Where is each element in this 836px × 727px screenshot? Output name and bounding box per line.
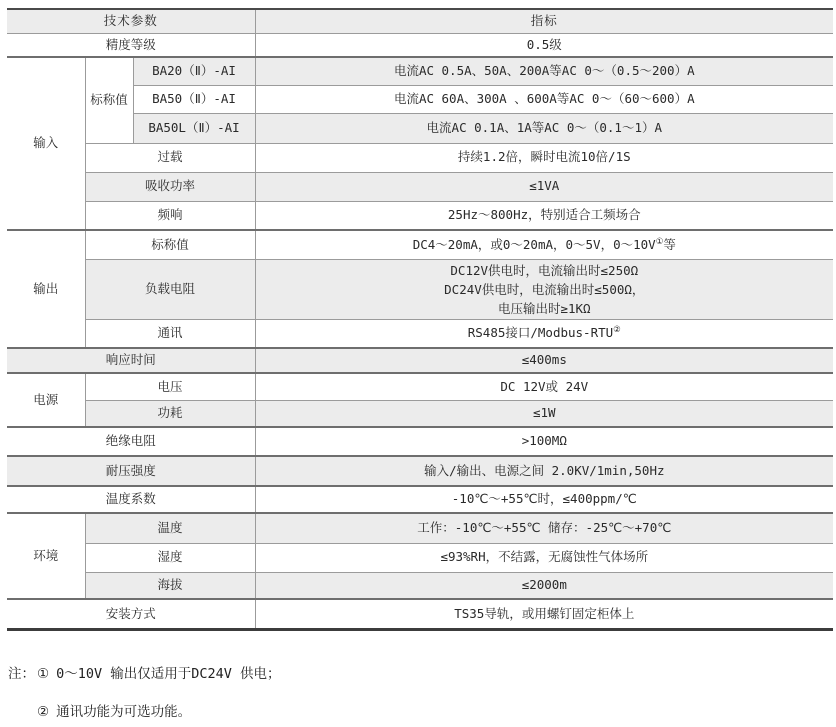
row-env-altitude — [7, 572, 833, 599]
cell-param: 功耗 — [85, 400, 255, 427]
cell-param: 电压 — [85, 373, 255, 400]
cell-param: 精度等级 — [7, 33, 255, 57]
row-output-nominal — [7, 230, 833, 259]
row-env-humidity — [7, 543, 833, 572]
cell-value: 25Hz～800Hz，特别适合工频场合 — [255, 201, 833, 230]
cell-value — [255, 319, 833, 348]
cell-param: 湿度 — [85, 543, 255, 572]
row-env-temperature — [7, 513, 833, 543]
cell-param: 温度系数 — [7, 486, 255, 513]
cell-param: 负载电阻 — [85, 259, 255, 319]
footnote-ref-2: ② — [613, 324, 621, 335]
row-load-resistance — [7, 259, 833, 319]
row-communication — [7, 319, 833, 348]
value-line: DC12V供电时，电流输出时≤250Ω — [450, 262, 639, 278]
footnote-2-text: 通讯功能为可选功能。 — [56, 704, 192, 720]
cell-nominal-label: 标称值 — [85, 57, 133, 143]
cell-value: ≤1VA — [255, 172, 833, 201]
cell-value: 电流AC 0.1A、1A等AC 0～（0.1～1）A — [255, 113, 833, 143]
value-line: DC24V供电时，电流输出时≤500Ω， — [444, 281, 645, 297]
header-param-cell: 技术参数 — [7, 9, 255, 33]
row-insulation-resistance — [7, 427, 833, 456]
cell-value: 电流AC 60A、300A 、600A等AC 0～（60～600）A — [255, 85, 833, 113]
value-text: DC4～20mA，或0～20mA，0～5V，0～10V — [412, 236, 656, 252]
row-accuracy — [7, 33, 833, 57]
cell-param: 频响 — [85, 201, 255, 230]
value-tail: 等 — [663, 236, 676, 252]
footnote-1-text: 0～10V 输出仅适用于DC24V 供电； — [56, 666, 281, 682]
row-frequency-response — [7, 201, 833, 230]
row-dielectric-strength — [7, 456, 833, 486]
cell-value: DC 12V或 24V — [255, 373, 833, 400]
cell-value — [255, 230, 833, 259]
cell-value: >100MΩ — [255, 427, 833, 456]
cell-value: 工作：-10℃～+55℃ 储存：-25℃～+70℃ — [255, 513, 833, 543]
cell-value: ≤400ms — [255, 348, 833, 373]
cell-param: 温度 — [85, 513, 255, 543]
cell-value: 电流AC 0.5A、50A、200A等AC 0～（0.5～200）A — [255, 57, 833, 85]
footnote-1-marker: ① — [37, 666, 50, 682]
cell-param: 通讯 — [85, 319, 255, 348]
cell-value: ≤2000m — [255, 572, 833, 599]
cell-value: 输入/输出、电源之间 2.0KV/1min,50Hz — [255, 456, 833, 486]
row-mounting — [7, 599, 833, 629]
value-line: 电压输出时≥1KΩ — [497, 300, 591, 316]
cell-param: 响应时间 — [7, 348, 255, 373]
footnote-1 — [8, 664, 281, 684]
cell-param: 过载 — [85, 143, 255, 172]
cell-value: 持续1.2倍，瞬时电流10倍/1S — [255, 143, 833, 172]
cell-section-input: 输入 — [7, 57, 85, 230]
cell-section-output: 输出 — [7, 230, 85, 348]
value-text: RS485接口/Modbus-RTU — [467, 325, 614, 341]
footnote-2-marker: ② — [37, 704, 50, 720]
cell-param: 吸收功率 — [85, 172, 255, 201]
cell-model-name: BA50（Ⅱ）-AI — [133, 85, 255, 113]
cell-value: TS35导轨，或用螺钉固定柜体上 — [255, 599, 833, 629]
row-input-model-1 — [7, 57, 833, 85]
notes-prefix: 注： — [8, 666, 35, 682]
cell-param: 标称值 — [85, 230, 255, 259]
cell-param: 耐压强度 — [7, 456, 255, 486]
row-temperature-coefficient — [7, 486, 833, 513]
row-response-time — [7, 348, 833, 373]
row-consumption — [7, 400, 833, 427]
row-voltage — [7, 373, 833, 400]
cell-value: 0.5级 — [255, 33, 833, 57]
spec-table — [7, 8, 833, 631]
row-overload — [7, 143, 833, 172]
cell-model-name: BA50L（Ⅱ）-AI — [133, 113, 255, 143]
cell-value: ≤1W — [255, 400, 833, 427]
header-row — [7, 9, 833, 33]
footnotes — [8, 664, 281, 722]
cell-param: 海拔 — [85, 572, 255, 599]
cell-value: ≤93%RH，不结露，无腐蚀性气体场所 — [255, 543, 833, 572]
header-value-cell: 指标 — [255, 9, 833, 33]
cell-value: -10℃～+55℃时，≤400ppm/℃ — [255, 486, 833, 513]
row-absorbed-power — [7, 172, 833, 201]
cell-param: 安装方式 — [7, 599, 255, 629]
cell-model-name: BA20（Ⅱ）-AI — [133, 57, 255, 85]
footnote-ref-1: ① — [655, 236, 664, 247]
cell-param: 绝缘电阻 — [7, 427, 255, 456]
cell-section-environment: 环境 — [7, 513, 85, 599]
cell-value — [255, 259, 833, 319]
footnote-2 — [8, 702, 281, 722]
cell-section-power: 电源 — [7, 373, 85, 427]
